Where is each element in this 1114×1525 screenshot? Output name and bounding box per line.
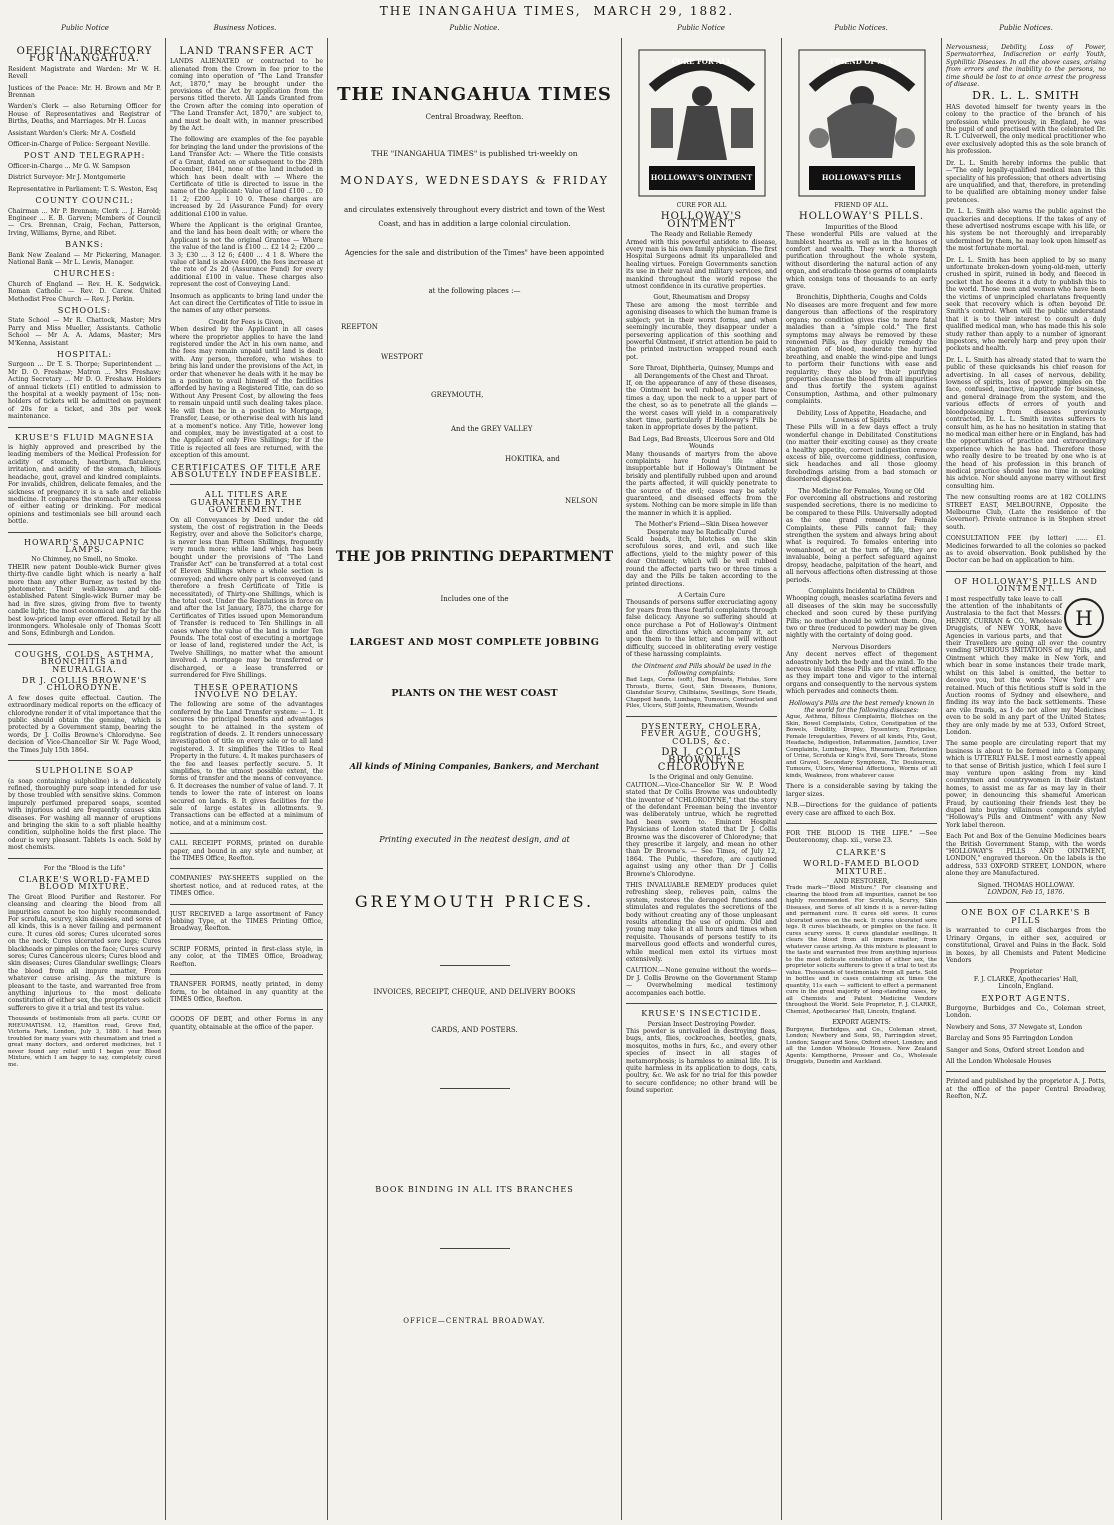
land-title: LAND TRANSFER ACT [179, 46, 314, 57]
schools-heading: SCHOOLS: [57, 305, 112, 315]
export-agent-2: Newbery and Sons, 37 Newgate st, London [946, 1023, 1083, 1031]
column-rule [941, 38, 942, 1520]
times-circulation: and circulates extensively throughout every district and town of the West Coast, and has in addition a large colonial circulation. [343, 206, 605, 228]
times-title: THE INANGAHUA TIMES [337, 84, 612, 105]
cert-heading: CERTIFICATES OF TITLE ARE ABSOLUTELY INDEFEASIBLE. [171, 462, 322, 479]
masthead-paper: THE INANGAHUA TIMES, [379, 4, 582, 18]
column-5 [786, 44, 937, 1520]
times-published: THE "INANGAHUA TIMES" is published tri-weekly on [371, 149, 578, 158]
ad-receipt-forms: CALL RECEIPT FORMS, printed on durable paper, and bound in any style and number, at the TIMES Office, Reefton. [170, 840, 323, 863]
divider [440, 1248, 510, 1249]
throat-heading: Sore Throat, Diphtheria, Quinsey, Mumps and all Derangements of the Chest and Throat. [629, 365, 774, 380]
restorer: AND RESTORER, [833, 878, 890, 886]
delay-heading: THESE OPERATIONS INVOLVE NO DELAY. [194, 682, 299, 699]
ad-scrip-forms: SCRIP FORMS, printed in first-class style, in any color, at the TIMES Office, Broadway, Reefton. [170, 945, 323, 968]
blood-life: FOR THE BLOOD IS THE LIFE." —See Deuteronomy, chap. xii., verse 23. [786, 830, 937, 845]
guarantee-text: On all Conveyances by Deed under the old system, the cost of registration in the Deeds Registry, over and above the Solicitor's charge, is never less than Fifteen Shillings, frequently very much more; while land which has been bought under the provisions of "The Land Transfer Act" can be transferred at a total cost of Eleven Shillings where a whole section is conveyed; and where only part is conveyed (and therefore a fresh Certificate of Title is necessitated), of Thirty-one Shillings, which is the total cost. Under the Regulations in force on and after the 1st January, 1875, the charge for Certificates of Titles issued upon Memorandum of Transfer is reduced to Ten Shillings in all cases where the value of the land is under Ten Pounds. The total cost of executing a mortgage or lease of land, registered under the Act, is Twelve Shillings, no matter what the amount involved. A mortgage may be transferred or discharged, or a lease transferred or surrendered for Five Shillings. [170, 516, 323, 680]
proprietor-name: F. J. CLARKE, Apothecaries' Hall, [973, 975, 1079, 983]
clarke-testimonial: Thousands of testimonials from all parts. CURE OF RHEUMATISM. 12, Hamilton road, Grove End, Victoria Park, London, July 3, 1880. I had been troubled for many years with rheumatism and tried a great many doctors, and ordered medicines, but I never found any relief until I began your Blood Mixture, which I am happy to say, completely cured me. [8, 1016, 161, 1068]
mother-text: Scald heads, itch, blotches on the skin scrofulous sores, and evil, and such like affections, yield to the mighty power of this dear Ointment; which will be well rubbed round the affected parts two or three times a day and the Pills be taken according to the printed directions. [626, 536, 777, 588]
holloway-warning-title: OF HOLLOWAY'S PILLS AND OINTMENT. [954, 576, 1098, 594]
complaints-heading: the Ointment and Pills should be used in the following complaints: [631, 662, 772, 677]
divider [170, 1009, 323, 1010]
smith-para-5: Dr. L. L. Smith has already stated that to warn the public of these quicksands his chief reason for advertising. In all cases of nervous, debility, lowness of spirits, loss of power, pimples on the face, confused, inactive, inaptitude for business, and general drainage from the system, and the various effects of errors of youth and bloodpoisoning from diseases previously contracted, Dr. L. L. Smith invites sufferers to consult him, as he has no hesitation in stating that no medical man either here or in England, has had the opportunities of practice and extraordinary experience which he has had. Therefore those who really desire to be treated by one who is at the head of his profession in this branch of medical practice should lose no time in seeking his advice. Nor should anyone marry without first consulting him. [946, 356, 1106, 490]
certain-text: Thousands of persons suffer excruciating agony for years from these fearful complaints through false delicacy. Anyone so suffering should at once purchase a Pot of Holloway's Ointment and the directions which accompany it, act upon them to the letter, and he will without difficulty, succeed in obliterating every vestige of these harassing complaints. [626, 599, 777, 659]
colhead-1: Public Notice [61, 24, 109, 32]
times-days: MONDAYS, WEDNESDAYS & FRIDAY [340, 174, 609, 187]
job-includes: Includes one of the [440, 595, 509, 603]
colhead-6: Public Notices. [999, 24, 1053, 32]
divider [786, 823, 937, 824]
directory-warden: Resident Magistrate and Warden: Mr W. H. Revell [8, 65, 161, 81]
soap-text: (a soap containing sulpholine) is a delicately refined, thoroughly pure soap intended for use by those troubled with sensitive skins. Common impurely perfumed prepared soaps, scented with injurious acid are frequently causes skin diseases. For washing all manner of eruptions and bringing the skin to a soft pliable healthy condition, sulpholine holds the first place. The odour is very pleasant. Tablets 1s each. Sold by most chemists. [8, 777, 161, 852]
ad-transfer-forms: TRANSFER FORMS, neatly printed, in demy form, to be obtained in any quantity at the TIMES Office, Reefton. [170, 981, 323, 1003]
job-printing-title: THE JOB PRINTING DEPARTMENT [335, 549, 614, 565]
land-intro: LANDS ALIENATED or contracted to be alienated from the Crown in fee prior to the coming into operation of "The Land Transfer Act, 1870," may be brought under the provisions of the Act by application from the persons titled thereto. All Lands Granted from the Crown after the coming into operation of "The Land Transfer Act, 1870," are subject to, and must be dealt with, in manner prescribed by the Act. [170, 58, 323, 133]
children-heading: Complaints Incidental to Children [808, 587, 915, 595]
directory-banks: Bank New Zealand — Mr Pickering, Manager. National Bank — Mr L. Lewis, Manager. [8, 251, 161, 266]
export-agent-4: Sanger and Sons, Oxford street London and [946, 1046, 1085, 1054]
divider [946, 571, 1106, 572]
holloway-warning-1: I most respectfully take leave to call the attention of the inhabitants of Australasia to the fact that Messrs. HENRY, CURRAN & CO., Wholesale Druggists, of NEW YORK, have Agencies in various parts, and that their Travellers are going all over the country vending SPURIOUS IMITATIONS of my Pills, and Ointment which they make in New York, and which bear in some instances their trade mark, whilst on this label is omitted, the better to deceive you, but the words "New York" are retained. Much of this fictitious stuff is sold in the Auction rooms of Sydney and elsewhere, and finding its way into the back settlements. These are vile frauds, as I do not allow my Medicines even to be sold in any part of the United States; they are only made by me at 533, Oxford Street, London. [946, 595, 1106, 736]
banks-heading: BANKS: [65, 240, 104, 250]
job-kinds: All kinds of Mining Companies, Bankers, and Merchant [349, 761, 600, 771]
divider [170, 868, 323, 869]
post-heading: POST AND TELEGRAPH: [23, 151, 146, 161]
clarke-text: The Great Blood Purifier and Restorer. For cleansing and clearing the blood from all impurities cannot be too highly recommended. For scrofula, scurvy, skin diseases, and sores of all kinds, this is a never failing and permanent cure. It cures old sores; Cures ulcerated sores on the neck; Cures ulcerated sore legs; Cures blackheads or pimples on the face; Cures scurvy sores; Cures Cancerous ulcers; Cures blood and skin diseases; Cures Glandular swellings; Clears the blood from all impure matter, From whatever cause arising. As the mixture is pleasant to the taste, and warranted free from anything injurious to the most delicate constitution of either sex, the proprietors solicit sufferers to give it a trial and test its value. [8, 893, 161, 1012]
clarke-mixture-text: Trade mark—"Blood Mixture." For cleansing and clearing the blood from all impurities, cannot be too highly recommended. For Scrofula, Scurvy, Skin Diseases, and Sores of all kinds it is a never-failing and permanent cure. It cures old sores. It cures ulcerated sores on the neck. It cures ulcerated sore legs. It cures blackheads, or pimples on the face. It cures scurvy sores. It cures glandular swellings. It clears the blood from all impure matter, from whatever cause arising. As this mixture is pleasant to the taste and warranted free from anything injurious to the most delicate constitution of either sex, the proprietor solicits sufferers to give it a trial to test its value. Thousands of testimonials from all parts. Sold in bottles and in cases containing six times the quantity, 11s each — sufficient to effect a permanent cure in the great majority of long-standing cases, by all Chemists and Patent Medicine Vendors throughout the World. Sole Proprietor, F. J. CLARKE, Chemist, Apothecaries' Hall, Lincoln, England. [786, 885, 937, 1015]
divider [8, 858, 161, 859]
h-monogram-icon: H [1064, 598, 1104, 638]
colhead-2: Business Notices. [213, 24, 277, 32]
debility-text: These Pills will in a few days effect a truly wonderful change in Debilitated Constitutions (no matter their exciting cause) as they create a healthy appetite, correct indigestion remove excess of bile, overcome giddiness, confusion, sick headaches and all those gloomy forebodings arising from a bad stomach or disordered digestion. [786, 424, 937, 484]
job-plants: PLANTS ON THE WEST COAST [391, 688, 558, 699]
agency-places [333, 295, 616, 535]
world-famed: WORLD-FAMED BLOOD MIXTURE. [803, 859, 920, 876]
directory-surveyor: District Surveyor: Mr J. Montgomerie [8, 174, 126, 182]
insecticide-title: KRUSE'S INSECTICIDE. [641, 1009, 762, 1019]
cure-for-all: CURE FOR ALL [676, 202, 727, 209]
impurities-heading: Impurities of the Blood [825, 223, 898, 231]
smith-para-2: Dr. L. L. Smith hereby informs the public that—"The only legally-qualified medical man in this speciality of his profession; that others advertising are unqualified, and that, therefore, in pretending to be qualified are obtaining money under false pretences. [946, 159, 1106, 204]
holloway-warning-2: The same people are circulating report that my business is about to be formed into a Company, which is UTTERLY FALSE. I most earnestly appeal to that sense of British justice, which I feel sure I may venture upon asking from my kind countrymen and countrywomen in their distant homes, to assist me as far as may lay in their power, in denouncing this shameful American Fraud, by cautioning their friends lest they be duped into buying villainous compounds styled "Holloway's Pills and Ointment" with any New York label thereon. [946, 740, 1106, 829]
divider [946, 902, 1106, 903]
column-6 [946, 44, 1106, 1520]
debility-heading: Debility, Loss of Appetite, Headache, and Lowness of Spirits [796, 409, 927, 424]
divider [170, 484, 323, 485]
directory-clerk: Warden's Clerk — also Returning Officer for House of Representatives and Registrar of Births, Deaths, and Marriages. Mr H. Lucas [8, 103, 161, 126]
directory-asst: Assistant Warden's Clerk: Mr A. Cosfield [8, 129, 136, 137]
lamps-text: THEIR new patent Double-wick Burner gives thirty-five candle light which is nearly a half more than any other Burner, as tested by the photometer. Their well-known and old-established Patent Single-wick Burner may be had in five sizes, giving from five to twenty candle light; the most economical and by far the best low-priced lamp ever offered. Retail by all ironmongers. Wholesale only of Thomas Scott and Sons, Edinburgh and London. [8, 563, 161, 638]
nervousness-text: Nervousness, Debility, Loss of Power, Spermatorrhea, Indiscretion or early Youth, Syphilitic Diseases. In all the above cases, arising from errors and the inability to the persons, no time should be lost to at once arrest the progress of disease. [946, 44, 1106, 89]
smith-para-3: Dr. L. L. Smith also warns the public against the quackeries and deceptions. If the takes of any of these advertised nostrums escape with his life, or his system be not thoroughly and irreparably undermined by them, he may look upon himself as the most fortunate mortal. [946, 208, 1106, 253]
magnesia-text: is highly approved and prescribed by the leading members of the Medical Profession for acidity of stomach, heartburn, flatulency, irritation, and acidity of the stomach, bilious headache, gout, gravel and kindred complaints. For invalids, children, delicate females, and the sickness of pregnancy it is a safe and reliable medicine. It compares the stomach after excess of either eating or drinking. For medical opinions and testimonials see bill around each bottle. [8, 444, 161, 526]
place-westport: WESTPORT [381, 353, 424, 361]
column-rule [621, 38, 622, 1520]
proprietor-city: Lincoln, England. [998, 983, 1054, 991]
divider [626, 716, 777, 717]
ad-pay-sheets: COMPANIES' PAY-SHEETS supplied on the shortest notice, and at reduced rates, at the TIMES Office. [170, 875, 323, 898]
colhead-5: Public Notices. [834, 24, 888, 32]
colhead-3: Public Notice. [449, 24, 500, 32]
holloway-signed: Signed. THOMAS HOLLOWAY. [977, 881, 1075, 889]
ad-jobbing-type: JUST RECEIVED a large assortment of Fancy Jobbing Type, at the TIMES Printing Office, Broadway, Reefton. [170, 910, 323, 933]
blood-for: For the "Blood is the Life" [43, 864, 126, 872]
divider [170, 939, 323, 940]
pills-badge [797, 48, 927, 198]
dysentery-heading: DYSENTERY, CHOLERA, FEVER AGUE, COUGHS, COLDS, &c. [641, 721, 762, 746]
times-agencies: Agencies for the sale and distribution of the Times" have been appointed [344, 249, 605, 257]
holloway-signed-date: LONDON, Feb 15, 1876. [987, 889, 1065, 897]
insecticide-text: This powder is unrivalled in destroying fleas, bugs, ants, flies, cockroaches, beetles, gnats, mosquitos, moths in furs, &c., and every other species of insect in all stages of metamorphosis; is harmless to animal life. It is quite harmless in its application to dogs, cats, poultry, &c. We ask for no trial for this powder to secure confidence; no other brand will be found superior. [626, 1027, 777, 1095]
column-1 [8, 44, 161, 1520]
females-text: For overcoming all obstructions and restoring suspended secretions, there is no medicine to be compared to these Pills. Universally adopted as the one grand remedy for Female Complaints, these Pills cannot fail; they strengthen the system and always bring about what is required. To females entering into womanhood, or at the turn of life, they are invaluable, being a perfect safeguard against dropsy, headache, palpitation of the heart, and all nervous affections often distressing at those periods. [786, 495, 937, 584]
book-binding: BOOK BINDING IN ALL ITS BRANCHES [375, 1185, 574, 1194]
caution-text: CAUTION.—None genuine without the words—Dr J. Collis Browne on the Government Stamp — Overwhelming medical testimony accompanies each bottle. [626, 967, 777, 997]
column-4 [626, 44, 777, 1520]
browne-text: A few doses quite effectual. Caution. The extraordinary medical reports on the efficacy of chlorodyne render it of vital importance that the public should obtain the genuine, which is protected by a Government stamp, bearing the words, Dr J. Collis Browne's Chlorodyne. See decision of Vice-Chancellor Sir W. Page Wood, the Times July 15th 1864. [8, 694, 161, 754]
pills-title: HOLLOWAY'S PILLS. [798, 211, 924, 223]
land-examples: The following are examples of the fee payable for bringing the land under the provisions of the Land Transfer Act: — Where the Title consists of a Grant, dated on or subsequent to the 28th December, 1841, none of the land included in which has been dealt with — Where the Certificate of title is directed to issue in the name of the Applicant: Value of land £100 ... £0 11 2; £200 ... 1 10 0. These charges are increased by 2d (Assurance Fund) for every additional £100 in value. [170, 136, 323, 218]
certain-heading: A Certain Cure [677, 591, 726, 599]
directory-schools: State School — Mr R. Chattock, Master; Mrs Parry and Miss Mueller, Assistants. Catholic School — Mr A. A. Adams, Master; Mrs M'Kenna, Assistant [8, 317, 161, 347]
consulting-rooms: The new consulting rooms are at 182 COLLINS STREET EAST, MELBOURNE, Opposite the Melbourne Club, (Late the residence of the Governor). Private entrance is in Stephen street south. [946, 494, 1106, 531]
divider [440, 965, 510, 966]
place-hokitika: HOKITIKA, and [505, 455, 560, 463]
job-cards: CARDS, AND POSTERS. [431, 1026, 518, 1034]
friend-of-all: FRIEND OF ALL. [834, 202, 889, 209]
directory-county: Chairman ... Mr P. Brennan; Clerk ... J. Harold; Engineer ... E. B. Garven; Members of Council — Crs. Brennan, Craig, Fechan, Patterson, Irving, Williams, Byrne, and Ribet. [8, 207, 161, 237]
column-rule [781, 38, 782, 1520]
directory-police: Officer-in-Charge of Police: Sergeant Neville. [8, 141, 151, 149]
divider [170, 974, 323, 975]
colhead-4: Public Notice [677, 24, 725, 32]
masthead-date: MARCH 29, 1882. [593, 4, 735, 18]
hospital-heading: HOSPITAL: [56, 350, 113, 359]
legs-heading: Bad Legs, Bad Breasts, Ulcerous Sore and Old Wounds [628, 435, 775, 451]
column-headers [0, 24, 1114, 38]
directory-rep: Representative in Parliament: T. S. Weston, Esq [8, 185, 158, 193]
children-text: Whooping cough, measles scarlatina fevers and all diseases of the skin may be successfully checked and soon cured by these purifying Pills; no mother should be without them. One, two or three (reduced to powder) may be given nightly with the certainty of doing good. [786, 595, 937, 640]
remedy-heading: The Ready and Reliable Remedy [650, 231, 753, 239]
badge-top-text: FRIEND OF ALL [829, 57, 894, 66]
delay-text: The following are some of the advantages conferred by the Land Transfer system: — 1. It secures the principal benefits and advantages sought to be attained in the system of registration of deeds. 2. It renders unnecessary investigation of title on every sale or to all land registered. 3. It simplifies the Titles to Real Property in the future. 4. It makes purchasers of the fee and leases perfectly secure. 5. It simplifies, to the utmost possible extent, the forms of transfer and the means of conveyance. 6. It decreases the number of value of land. 7. It tends to lower the rate of interest on loans secured on lands. 8. It gives facilities for the sale of large estates in allotments. 9. Transactions can be effected at a minimum of notice, and at a minimum cost. [170, 701, 323, 827]
magnesia-title: KRUSE'S FLUID MAGNESIA [14, 432, 155, 442]
place-reefton: REEFTON [341, 323, 378, 331]
chlorodyne-sub: Is the Original and only Genuine. [649, 774, 754, 782]
times-advert [333, 44, 616, 1520]
export-agent-1: Burgoyne, Burbidges and Co., Coleman street, London. [946, 1004, 1106, 1020]
throat-text: If, on the appearance of any of these diseases, the Ointment be well rubbed, at least three times a day, upon the neck to a upper part of the chest, so as to penetrate all the glands — the worst cases will yield in a comparatively short time, particularly if Holloway's Pills be taken in appropriate doses by the patient. [626, 379, 777, 432]
ointment-title: HOLLOWAY'S OINTMENT [660, 211, 743, 230]
smith-para-1: HAS devoted himself for twenty years in the colony to the practice of the branch of his profession while previously, in England, he was the pupil of and practised with the celebrated Dr. R. T. Culverwell, the only medical practitioner who ever exclusively adopted this as the sole branch of his profession. [946, 103, 1106, 156]
nervous-text: Any decent nerves effect of thegement adoastronly both the body and the mind. To the nervous invalid these Pills are of vital efficacy, as they impart tone and vigor to the internal organs and consequently to the nervous system which pervades and connects them. [786, 651, 937, 696]
export-heading: EXPORT AGENTS. [981, 993, 1071, 1003]
directory-hospital: Surgeon ... Dr T. S. Thorpe; Superintendent ... Mr D. O. Freshaw; Matron ... Mrs Freshaw; Acting Secretary ... Mr D. O. Freshaw. Holders of annual tickets (£1) entitled to admission to the hospital at a weekly payment of 15s; non-holders of tickets will be admitted on payment of 20s for a ticket, and 30s per week maintenance. [8, 361, 161, 421]
gout-heading: Gout, Rheumatism and Dropsy [653, 294, 750, 302]
credit-text: When desired by the Applicant in all cases where the proprietor applies to have the land registered under the Act in his own name, and the fees may remain unpaid until land is dealt with. Any person, therefore, who wishes to bring his land under the provisions of the Act, in order that whenever he deals with it he may be in a position to avail himself of the facilities afforded by having a Registered Title, can do so Without Any Present Cost, by allowing the fees to remain unpaid until such dealing takes place. He will then be in a position to Mortgage, Transfer, Lease, or otherwise deal with his land at a moment's notice. Any Title, however long and complex, may be investigated at a cost to the Applicant of only Five Shillings; for if the Title is rejected all fees are returned, with the exception of this amount. [170, 326, 323, 460]
column-rule [165, 38, 166, 1520]
nb-note: N.B.—Directions for the guidance of patients every case are affixed to each Box. [786, 802, 937, 817]
divider [170, 833, 323, 834]
directory-jp: Justices of the Peace: Mr. H. Brown and Mr P. Brennan [8, 84, 161, 100]
greymouth-prices: GREYMOUTH PRICES. [354, 892, 595, 911]
nervous-heading: Nervous Disorders [832, 643, 891, 651]
column-rule [327, 38, 328, 1520]
insecticide-sub: Persian Insect Destroying Powder. [647, 1020, 756, 1028]
divider [626, 1003, 777, 1004]
land-fees: Where the Applicant is the original Grantee, and the land has been dealt with; or where the Applicant is not the original Grantee — Where the value of the land is £100 ... £2 14 2; £200 ... 3 3; £30 ... 3 12 6; £400 ... 4 1 8. Where the value of land is above £400, the fees increase at the rate of 2s 2d (Assurance Fund) for every additional £100 in value. These charges also represent the cost of Conveying Land. [170, 221, 323, 289]
box-text: is warranted to cure all discharges from the Urinary Organs, in either sex, acquired or constitutional, Gravel and Pains in the Back. Sold in boxes, by all Chemists and Patent Medicine Vendors [946, 927, 1106, 964]
coughs-title: COUGHS, COLDS, ASTHMA, BRONCHITIS and NEURALGIA. [14, 649, 155, 674]
divider [8, 760, 161, 761]
ointment-badge [637, 48, 767, 198]
complaints-list: Bad Legs, Corns (soft), Bad Breasts, Fistulas, Sore Throats, Burns, Gout, Skin Diseases, Bunions, Glandular Scurvy, Chilblains, Swellings, Sore Heads, Chapped hands, Lumbago, Tumours, Contracted and Piles, Ulcers, Stiff Joints, Rheumatism, Wounds [626, 677, 777, 710]
holloway-warning-3: Each Pot and Box of the Genuine Medicines bears the British Government Stamp, with the words "HOLLOWAY'S PILLS AND OINTMENT, LONDON," engraved thereon. On the labels is the address, 533 OXFORD STREET, LONDON, where alone they are Manufactured. [946, 833, 1106, 878]
dr-smith-title: DR. L. L. SMITH [972, 89, 1080, 103]
chlorodyne-text: CAUTION.—Vice-Chancellor Sir W. P. Wood stated that Dr Collis Browne was undoubtedly the inventor of "CHLORODYNE," that the story of the defendant Freeman being the inventor was deliberately untrue, which he regretted had been sworn to. Eminent Hospital Physicians of London stated that Dr J. Collis Browne was the discoverer of Chlorodyne; that they prescribe it largely, and mean no other than Dr Browne's. — See Times, of July 12, 1864. The Public, therefore, are cautioned against using any other than Dr J Collis Browne's Chlorodyne. [626, 781, 777, 878]
divider [170, 904, 323, 905]
badge-label-text: HOLLOWAY'S PILLS [821, 173, 902, 182]
diseases-list: Ague, Asthma, Bilious Complaints, Blotches on the Skin, Bowel Complaints, Colics, Constipation of the Bowels, Debility, Dropsy, Dysentery, Erysipelas, Female Irregularities, Fevers of all kinds, Fits, Gout, Headache, Indigestion, Inflammation, Jaundice, Liver Complaints, Lumbago, Piles, Rheumatism, Retention of Urine, Scrofula or King's Evil, Sore Throats, Stone and Gravel, Secondary Symptoms, Tic Douloureux, Tumours, Ulcers, Venereal Affections, Worms of all kinds, Weakness, from whatever cause [786, 714, 937, 779]
lamps-title: HOWARD'S ANUCAPNIC LAMPS. [24, 537, 145, 554]
churches-heading: CHURCHES: [53, 269, 116, 279]
box-title: ONE BOX OF CLARKE'S B PILLS [961, 908, 1091, 925]
smith-para-4: Dr. L. L. Smith has been applied to by so many unfortunate broken-down young-old-men, utterly crushed in spirit, ruined in body, and fleeced in pocket that he deems it a duty to publish this to the world. Those men and women who have been the victims of unprincipled charlatans frequently seek that recovery which is often beyond Dr. Smith's control. When will the public understand that it is to their interest to consult a duly qualified medical man, who has made this his sole study rather than apply to a number of ignorant impostors, who merely harp and prey upon their pockets and health. [946, 256, 1106, 353]
divider [440, 1088, 510, 1089]
browne-title: DR J. COLLIS BROWNE'S CHLORODYNE. [21, 676, 148, 693]
job-printing-executed: Printing executed in the neatest design, and at [379, 835, 570, 844]
divider [946, 1071, 1106, 1072]
lamps-sub: No Chimney, no Smell, no Smoke. [31, 556, 138, 564]
divider [8, 427, 161, 428]
badge-label-text: HOLLOWAY'S OINTMENT [650, 173, 753, 182]
job-invoices: INVOICES, RECEIPT, CHEQUE, AND DELIVERY BOOKS [373, 988, 576, 996]
bronchitis-heading: Bronchitis, Diphtheria, Coughs and Colds [796, 294, 927, 302]
county-heading: COUNTY COUNCIL: [35, 196, 134, 206]
land-inst: Insomuch as applicants to bring land under the Act can direct the Certificates of Title to issue in the names of any other persons. [170, 292, 323, 315]
divider [8, 532, 161, 533]
diseases-heading: Holloway's Pills are the best remedy known in the world for the following diseases: [788, 699, 935, 714]
times-at-following: at the following places :— [428, 287, 521, 295]
ad-debt-forms: GOODS OF DEBT, and other Forms in any quantity, obtainable at the office of the paper. [170, 1016, 323, 1031]
place-greymouth: GREYMOUTH, [431, 391, 484, 399]
consultation-fee: CONSULTATION FEE (by letter) ...... £1. Medicines forwarded to all the colonies so packed as to avoid observation. Book published by the Doctor can be had on application to him. [946, 535, 1106, 565]
column-2 [170, 44, 323, 1520]
place-nelson: NELSON [565, 497, 598, 505]
credit-heading: Credit for Fees is Given, [208, 318, 285, 326]
saving-note: There is a considerable saving by taking the larger sizes. [786, 783, 937, 798]
times-address: Central Broadway, Reefton. [425, 113, 524, 121]
directory-churches: Church of England — Rev. H. K. Sedgwick. Roman Catholic — Rev. D. Carew. United Methodist Free Church — Rev. J. Perkin. [8, 280, 161, 303]
impurities-text: These wonderful Pills are valued at the humblest hearths as well as in the houses of comfort and wealth. They work a thorough purification throughout the whole system, without disordering the natural action of any organ, and eradicate those germs of complaints which consign tens of thousands to an early grave. [786, 231, 937, 291]
badge-top-text: CURE FOR ALL [671, 57, 732, 66]
export-agent-5: All the London Wholesale Houses [946, 1057, 1052, 1065]
legs-text: Many thousands of martyrs from the above complaints have found life almost insupportable but if Holloway's Ointment be briskly and plentifully rubbed upon and around the parts affected, it will quickly penetrate to the source of the evil; cases may be safely guaranteed, and diseased effects from the system. Nothing can be more simple in life than the manner in which it is applied. [626, 450, 777, 517]
chlorodyne-title: DR J. COLLIS BROWNE'S CHLORODYNE [657, 747, 746, 773]
place-grey-valley: And the GREY VALLEY [451, 425, 533, 433]
directory-title: OFFICIAL DIRECTORY FOR INANGAHUA. [16, 46, 153, 65]
directory-post: Officer-in-Charge ... Mr G. W. Sampson [8, 162, 131, 170]
invaluable-text: THIS INVALUABLE REMEDY produces quiet refreshing sleep, relieves pain, calms the system, restores the deranged functions and stimulates and regulates the secretions of the body without creating any of those unpleasant results attending the use of opium. Old and young may take it at all hours and times when requisite. Thousands of persons testify to its marvellous good effects and wonderful cures, while medical men extol its virtues most extensively. [626, 882, 777, 964]
job-largest: LARGEST AND MOST COMPLETE JOBBING [349, 637, 600, 648]
remedy-text: Armed with this powerful antidote to disease, every man is his own family physician. The first Hospital Surgeons admit its unparalleled and healing virtues. Foreign Governments sanction its use in their naval and military services, and mankind throughout the world repose the utmost confidence in its curative properties. [626, 238, 777, 291]
export-agent-3: Barclay and Sons 95 Farringdon London [946, 1035, 1073, 1043]
gout-text: These are among the most terrible and agonising diseases to which the human frame is subject; yet in their worst forms, and when seemingly incurable, they disappear under a persevering application of this soothing and powerful Ointment, if strict attention be paid to the printed instruction wrapped round each pot. [626, 301, 777, 361]
office-address: OFFICE—CENTRAL BROADWAY. [403, 1317, 546, 1325]
clarke-name: CLARKE'S [836, 847, 887, 857]
mother-heading: The Mother's Friend—Skin Disea however Desperate may be Radically Cured [635, 521, 768, 536]
imprint: Printed and published by the proprietor A. J. Potts, at the office of the paper Central Broadway, Reefton, N.Z. [946, 1078, 1106, 1101]
masthead [0, 0, 1114, 22]
guarantee-heading: ALL TITLES ARE GUARANTEED BY THE GOVERNMENT. [190, 490, 303, 515]
export-agents: Burgoyne, Burbidges, and Co., Coleman street, London; Newbery and Sons, 95, Farringdon street, London; Sanger and Sons, Oxford street, London; and all the London Wholesale Houses. New Zealand Agents: Kempthorne, Prosser and Co., Wholesale Druggists, Dunedin and Auckland. [786, 1026, 937, 1066]
soap-title: SULPHOLINE SOAP [35, 766, 134, 776]
export-agents-heading: EXPORT AGENTS: [832, 1019, 891, 1027]
proprietor-label: Proprietor [1009, 968, 1043, 976]
clarke-title: CLARKE'S WORLD-FAMED BLOOD MIXTURE. [18, 874, 151, 892]
females-heading: The Medicine for Females, Young or Old [798, 487, 925, 495]
bronchitis-text: No diseases are more frequent and few more dangerous than affections of the respiratory organs; no condition gives rise to more fatal maladies than a "simple cold." The first symptoms may always be removed by these renowned Pills, as they quickly remedy the stagnation of blood, moderate the hurried breathing, and enable the wind-pipe and lungs to perform their functions with ease and regularity; they also by their purifying properties cleanse the blood from all impurities and thus fortify the system against Consumption, Asthma, and other pulmonary complaints. [786, 301, 937, 406]
divider [8, 644, 161, 645]
